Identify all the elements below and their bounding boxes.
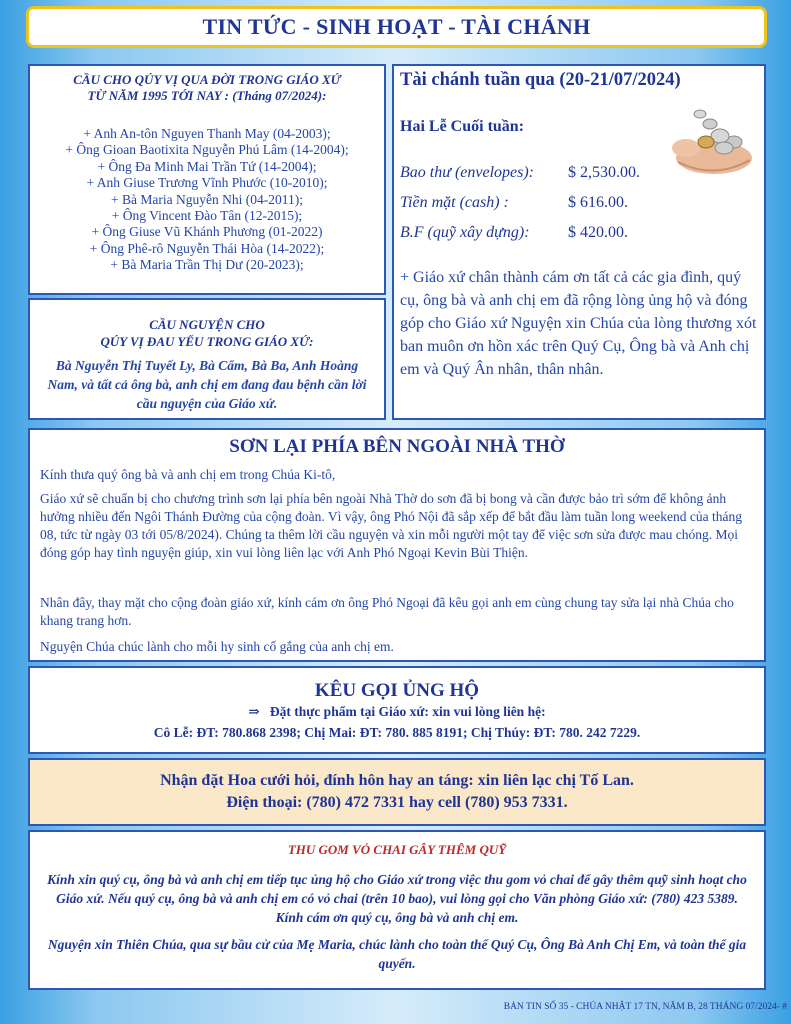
bottle-collection-title: THU GOM VỎ CHAI GÂY THÊM QUỸ bbox=[287, 842, 507, 857]
coins-in-hand-icon bbox=[664, 102, 756, 182]
deceased-list bbox=[30, 126, 384, 274]
appeal-title: KÊU GỌI ỦNG HỘ bbox=[314, 680, 480, 701]
bottle-collection-body: Kính xin quý cụ, ông bà và anh chị em tiếp tục ủng hộ cho Giáo xứ trong việc thu gom vỏ chai để gây thêm quỹ sinh hoạt cho Giáo xứ. Nếu quý cụ, ông bà và anh chị em có vỏ chai (trên 10 bao), vui lòng gọi cho Văn phòng Giáo xứ: (780) 423 5389. Kính cám ơn quý cụ, ông bà và anh chị em. bbox=[47, 872, 747, 925]
sick-prayer-title: CẦU NGUYỆN CHO QÚY VỊ ĐAU YẾU TRONG GIÁO XỨ: bbox=[100, 317, 314, 349]
page-title: TIN TỨC - SINH HOẠT - TÀI CHÁNH bbox=[202, 14, 591, 39]
list-item: + Bà Maria Trần Thị Dư (20-2023); bbox=[110, 257, 304, 273]
arrow-right-icon: ⇒ bbox=[248, 704, 260, 719]
painting-blessing: Nguyện Chúa chúc lành cho mỗi hy sinh cố gắng của anh chị em. bbox=[40, 639, 394, 654]
finance-thanks-note: + Giáo xứ chân thành cám ơn tất cả các gia đình, quý cụ, ông bà và anh chị em đã rộng lòng ủng hộ và đóng góp cho Giáo xứ Nguyện xin Chúa của lòng thương xót ban muôn ơn hồn xác trên Quý Cụ, Ông bà và Anh chị em và Quý Ân nhân, thân nhân. bbox=[400, 269, 757, 378]
painting-greeting: Kính thưa quý ông bà và anh chị em trong Chúa Ki-tô, bbox=[40, 467, 336, 482]
appeal-food-order: ⇒ Đặt thực phẩm tại Giáo xứ: xin vui lòng liên hệ: bbox=[248, 704, 546, 719]
finance-row-cash: Tiền mặt (cash) : $ 616.00. bbox=[400, 194, 628, 211]
flower-order-section bbox=[28, 758, 766, 826]
finance-subtitle: Hai Lễ Cuối tuần: bbox=[400, 118, 525, 135]
support-appeal-section bbox=[28, 666, 766, 754]
list-item: + Ông Phê-rô Nguyễn Thái Hòa (14-2022); bbox=[89, 240, 325, 256]
list-item: + Anh Giuse Trương Vĩnh Phước (10-2010); bbox=[86, 175, 328, 191]
church-painting-section bbox=[28, 428, 766, 662]
list-item: + Bà Maria Nguyễn Nhi (04-2011); bbox=[111, 191, 303, 207]
painting-paragraph: Giáo xứ sẽ chuẩn bị cho chương trình sơn lại phía bên ngoài Nhà Thờ do sơn đã bị bong và cần được bảo trì sớm để không ảnh hưởng nhiều đến Ngôi Thánh Đường của cộng đoàn. Vì vậy, ông Phó Nội đã sắp xếp để bắt đầu làm tuần long weekend của tháng 08, tức từ ngày 03 tới 05/8/2024). Chúng ta thêm lời cầu nguyện và xin mỗi người một tay để việc sơn sửa được mau chóng. Mọi đóng góp hay tình nguyện giúp, xin vui lòng liên lạc với Anh Phó Ngoại Kevin Bùi Thiện. bbox=[40, 491, 743, 560]
painting-paragraph: Nhân đây, thay mặt cho cộng đoàn giáo xứ, kính cám ơn ông Phó Ngoại đã kêu gọi anh em cùng chung tay sửa lại nhà Chúa cho khang trang hơn. bbox=[40, 595, 734, 628]
finance-title: Tài chánh tuần qua (20-21/07/2024) bbox=[400, 70, 681, 90]
list-item: + Ông Gioan Baotixita Nguyễn Phú Lâm (14-2004); bbox=[65, 142, 349, 158]
finance-section bbox=[392, 64, 766, 420]
appeal-contacts: Cô Lễ: ĐT: 780.868 2398; Chị Mai: ĐT: 780. 885 8191; Chị Thúy: ĐT: 780. 242 7229. bbox=[153, 725, 641, 740]
page-header bbox=[26, 6, 767, 48]
list-item: + Ông Đa Minh Mai Trần Tứ (14-2004); bbox=[97, 158, 317, 174]
sick-prayer-section bbox=[28, 298, 386, 420]
list-item: + Ông Giuse Vũ Khánh Phương (01-2022) bbox=[91, 224, 323, 240]
finance-row-building-fund: B.F (quỹ xây dựng): $ 420.00. bbox=[400, 224, 628, 241]
painting-title: SƠN LẠI PHÍA BÊN NGOÀI NHÀ THỜ bbox=[229, 436, 565, 457]
page-footer: BẢN TIN SỐ 35 - CHÚA NHẬT 17 TN, NĂM B, 28 THÁNG 07/2024- # bbox=[503, 1002, 787, 1012]
sick-prayer-body: Bà Nguyễn Thị Tuyết Ly, Bà Cẩm, Bà Ba, Anh Hoàng Nam, và tất cả ông bà, anh chị em đang đau bệnh cần lời cầu nguyện của Giáo xứ. bbox=[47, 358, 367, 411]
flower-order-text: Nhận đặt Hoa cưới hỏi, đính hôn hay an táng: xin liên lạc chị Tố Lan. bbox=[160, 772, 634, 789]
bottle-collection-section bbox=[28, 830, 766, 990]
list-item: + Anh An-tôn Nguyen Thanh May (04-2003); bbox=[83, 126, 331, 141]
list-item: + Ông Vincent Đào Tân (12-2015); bbox=[111, 208, 303, 224]
bottle-collection-blessing: Nguyện xin Thiên Chúa, qua sự bầu cử của Mẹ Maria, chúc lành cho toàn thể Quý Cụ, Ông Bà Anh Chị Em, và toàn thể gia quyến. bbox=[47, 937, 747, 971]
deceased-prayer-section bbox=[28, 64, 386, 295]
deceased-prayer-title: CẦU CHO QÚY VỊ QUA ĐỜI TRONG GIÁO XỨ TỪ NĂM 1995 TỚI NAY : (Tháng 07/2024): bbox=[73, 72, 341, 103]
finance-row-envelopes: Bao thư (envelopes): $ 2,530.00. bbox=[400, 164, 640, 181]
flower-order-phone: Điện thoại: (780) 472 7331 hay cell (780) 953 7331. bbox=[226, 794, 568, 811]
